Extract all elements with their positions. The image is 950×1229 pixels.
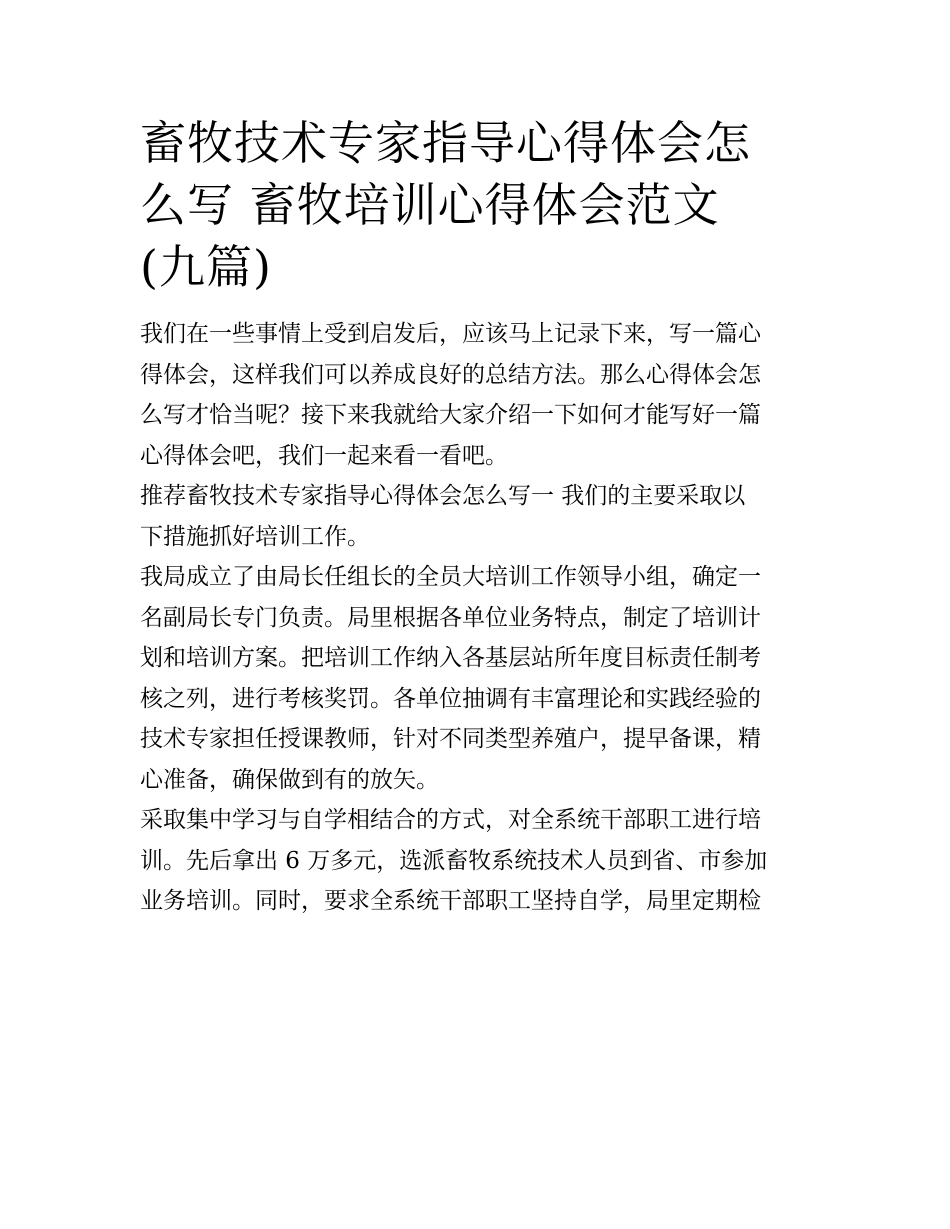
text-line: 划和培训方案。把培训工作纳入各基层站所年度目标责任制考 (140, 645, 761, 671)
title-line: 么写 畜牧培训心得体会范文 (140, 178, 720, 232)
text-line: 训。先后拿出 6 万多元，选派畜牧系统技术人员到省、市参加 (140, 847, 768, 874)
text-line: 下措施抓好培训工作。 (140, 523, 370, 550)
paragraph-training-method (140, 800, 820, 922)
text-line: 业务培训。同时，要求全系统干部职工坚持自学，局里定期检 (140, 888, 761, 914)
document-page (140, 112, 820, 922)
title-line: 畜牧技术专家指导心得体会怎 (140, 116, 751, 170)
text-line: 心准备，确保做到有的放矢。 (140, 766, 439, 793)
title-line: (九篇) (140, 240, 272, 294)
text-line: 我局成立了由局长任组长的全员大培训工作领导小组，确定一 (140, 564, 761, 590)
text-line: 么写才恰当呢？接下来我就给大家介绍一下如何才能写好一篇 (140, 402, 761, 428)
text-line: 技术专家担任授课教师，针对不同类型养殖户，提早备课，精 (140, 726, 761, 752)
paragraph-organization (140, 557, 820, 800)
text-line: 名副局长专门负责。局里根据各单位业务特点，制定了培训计 (140, 604, 761, 631)
text-line: 推荐畜牧技术专家指导心得体会怎么写一 我们的主要采取以 (140, 483, 746, 509)
text-line: 我们在一些事情上受到启发后，应该马上记录下来，写一篇心 (140, 321, 761, 347)
text-line: 采取集中学习与自学相结合的方式，对全系统干部职工进行培 (140, 807, 761, 833)
text-line: 得体会，这样我们可以养成良好的总结方法。那么心得体会怎 (140, 361, 761, 388)
document-title (140, 112, 820, 298)
text-line: 心得体会吧，我们一起来看一看吧。 (140, 442, 508, 469)
document-body (140, 314, 820, 922)
paragraph-recommendation (140, 476, 820, 557)
text-line: 核之列，进行考核奖罚。各单位抽调有丰富理论和实践经验的 (140, 685, 761, 712)
paragraph-intro (140, 314, 820, 476)
